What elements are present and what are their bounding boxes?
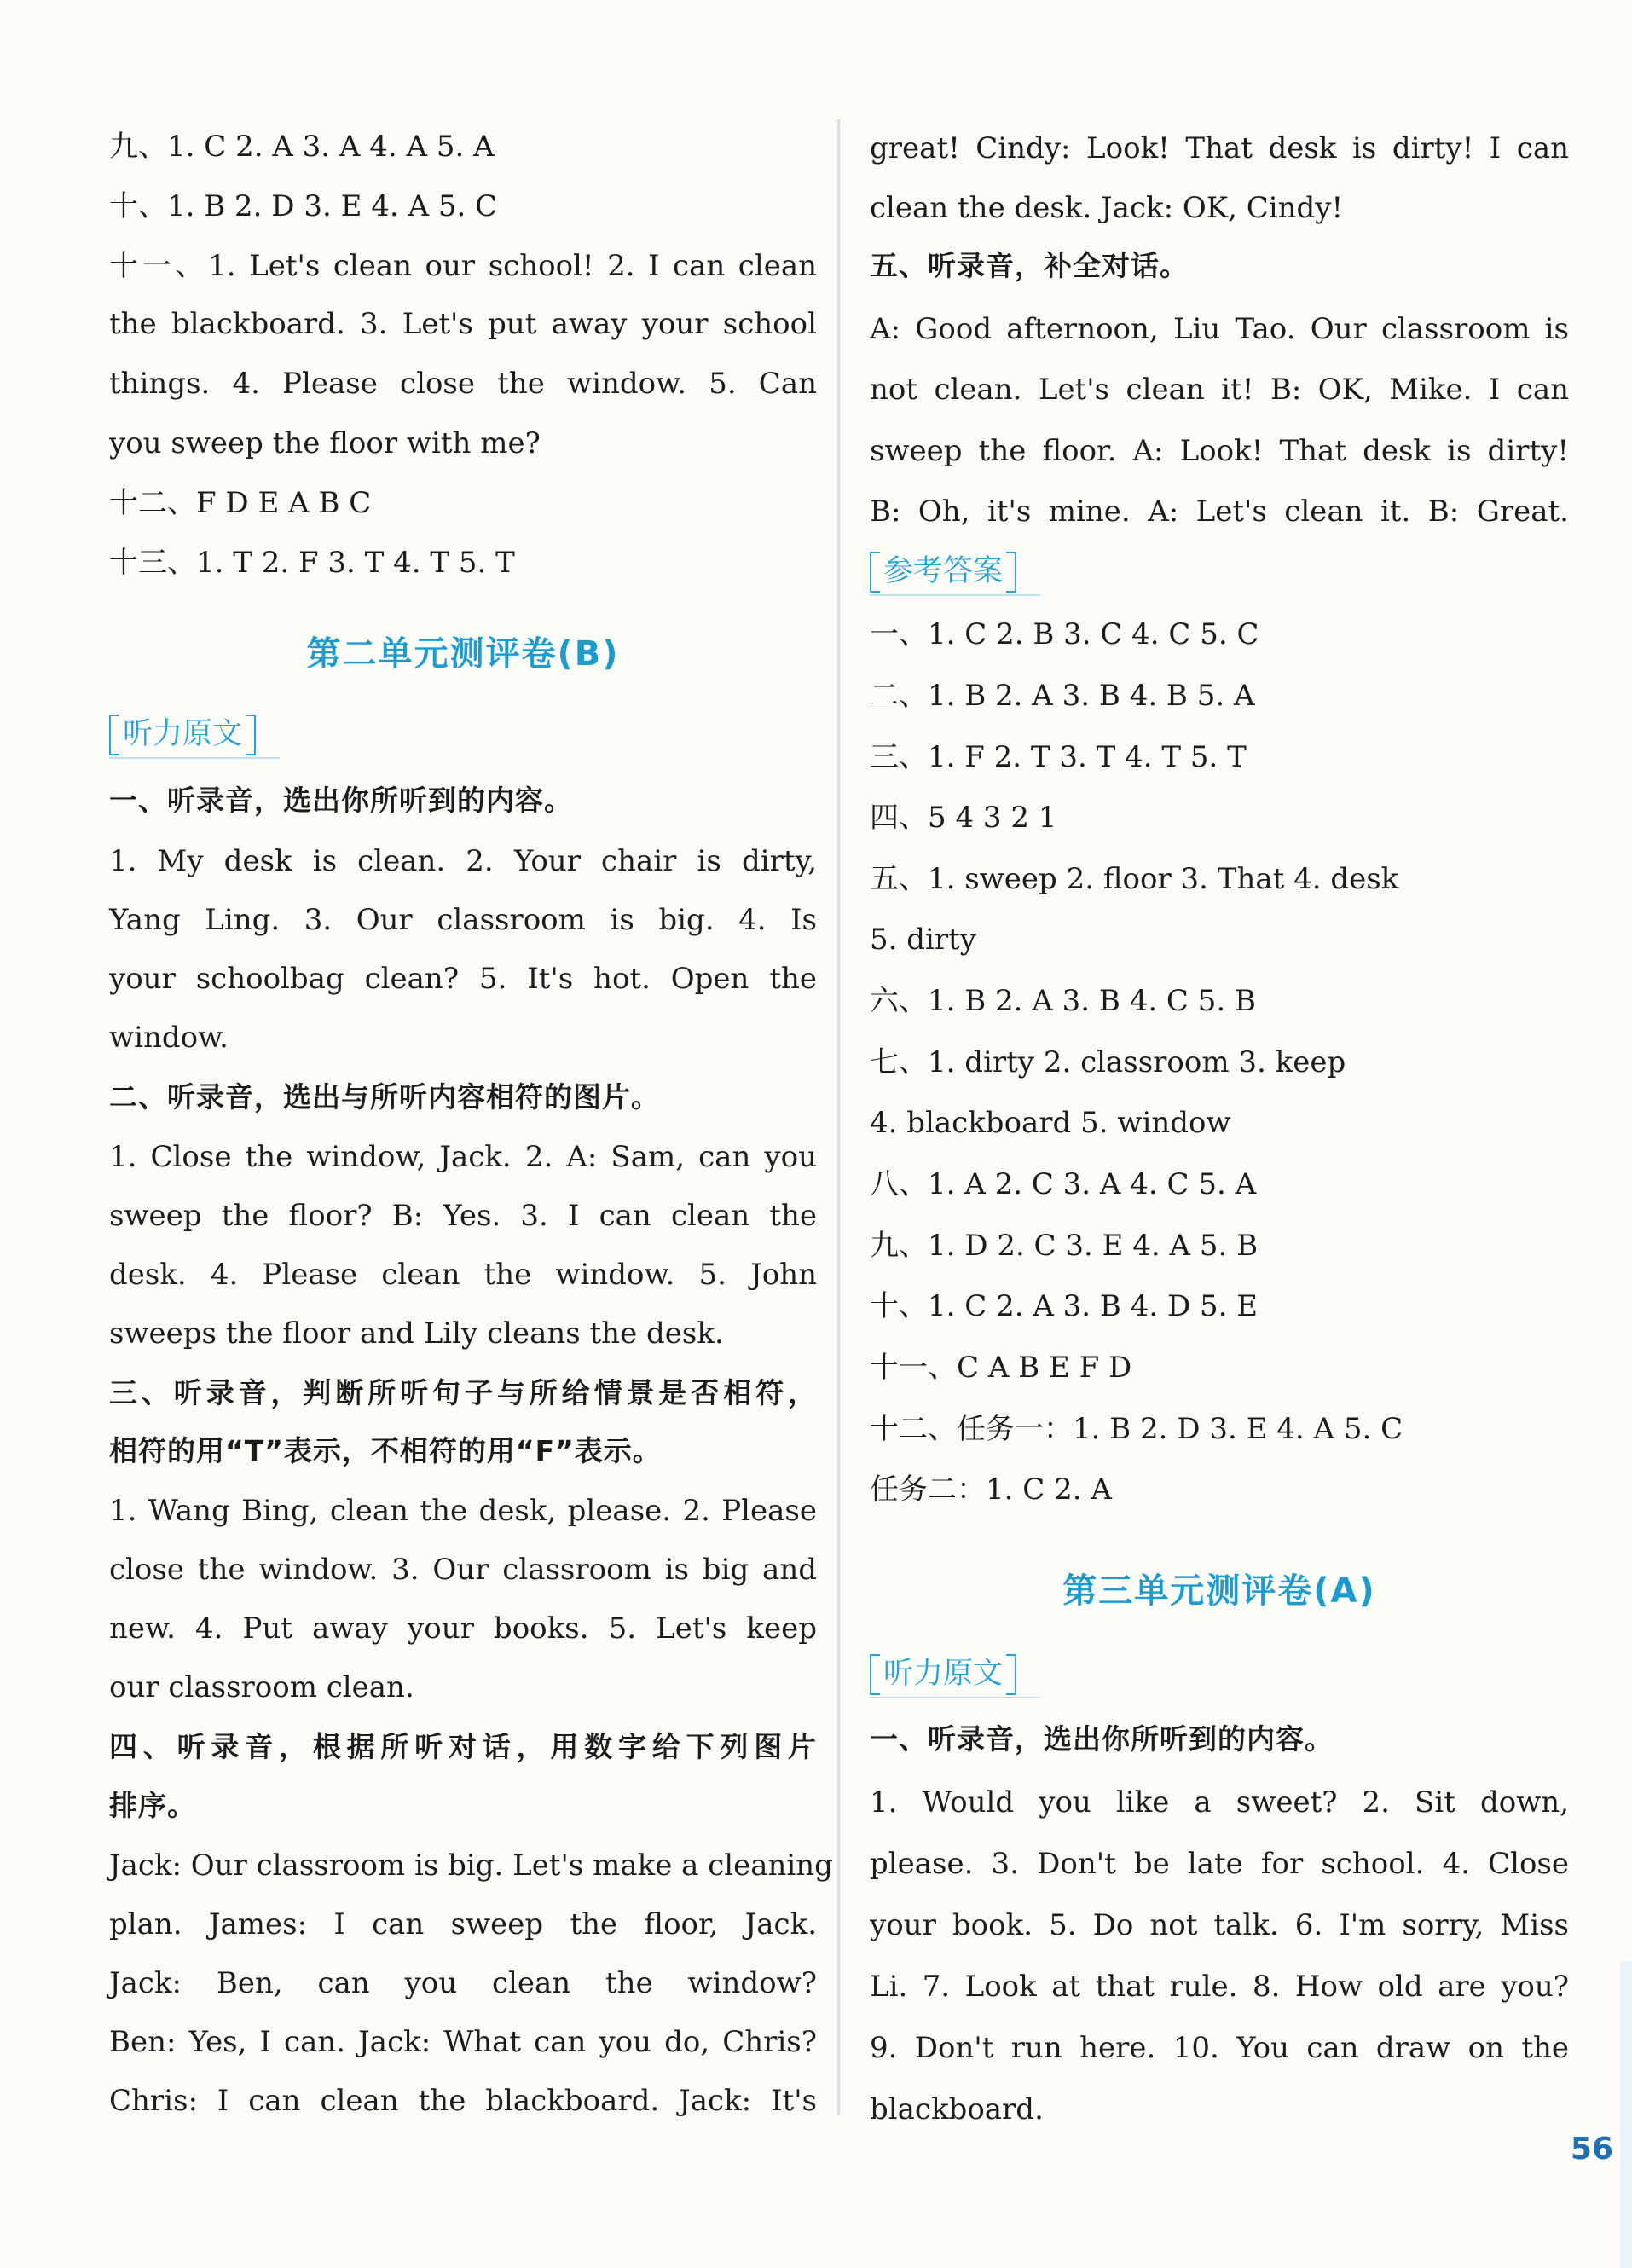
answer-line: you sweep the floor with me? [109,426,541,460]
text-line: close the window. 3. Our classroom is big and [109,1553,817,1587]
page-edge-band [1620,1961,1632,2268]
answer-line: 四、5 4 3 2 1 [870,801,1057,835]
answer-line: 十、1. C 2. A 3. B 4. D 5. E [870,1289,1259,1323]
dialogue-line: sweep the floor. A: Look! That desk is dirty! [870,434,1569,468]
question-header: 三、听录音，判断所听句子与所给情景是否相符， [109,1376,817,1409]
tag-underline [870,1697,1040,1698]
dialogue-line: plan. James: I can sweep the floor, Jack. [109,1907,817,1941]
answer-line: 七、1. dirty 2. classroom 3. keep [870,1045,1346,1079]
answer-line: 十、1. B 2. D 3. E 4. A 5. C [109,189,498,223]
column-divider [837,119,840,2115]
answer-line: 九、1. C 2. A 3. A 4. A 5. A [109,130,495,164]
text-line: 1. My desk is clean. 2. Your chair is dirty, [109,844,817,878]
text-line: 1. Wang Bing, clean the desk, please. 2. Please [109,1494,817,1528]
tag-underline [109,757,280,759]
answer-line: 五、1. sweep 2. floor 3. That 4. desk [870,862,1399,896]
question-header: 二、听录音，选出与所听内容相符的图片。 [109,1080,660,1114]
answer-line: 十二、F D E A B C [109,486,372,520]
text-line: new. 4. Put away your books. 5. Let's keep [109,1611,817,1646]
dialogue-line: Jack: Our classroom is big. Let's make a cleaning [109,1849,833,1883]
bracket-right [1006,1654,1016,1695]
text-line: Li. 7. Look at that rule. 8. How old are you? [870,1970,1569,2004]
answer-line: things. 4. Please close the window. 5. Can [109,367,817,401]
text-line: 9. Don't run here. 10. You can draw on the [870,2031,1569,2065]
text-line: blackboard. [870,2092,1044,2126]
answer-line: 八、1. A 2. C 3. A 4. C 5. A [870,1167,1257,1201]
section-title: 第三单元测评卷(A) [1062,1571,1376,1611]
answer-line: 九、1. D 2. C 3. E 4. A 5. B [870,1229,1259,1263]
tag-label: 听力原文 [883,1657,1004,1691]
dialogue-line: clean the desk. Jack: OK, Cindy! [870,191,1344,225]
page-number: 56 [1570,2132,1613,2167]
bracket-right [1006,552,1016,593]
dialogue-line: Jack: Ben, can you clean the window? [109,1966,817,2000]
dialogue-line: Ben: Yes, I can. Jack: What can you do, Chris? [109,2025,817,2059]
tag-underline [870,594,1040,596]
tag-label: 听力原文 [123,717,243,751]
answer-line: 十一、1. Let's clean our school! 2. I can clean [109,249,817,283]
text-line: desk. 4. Please clean the window. 5. John [109,1258,817,1292]
answer-line: 任务二：1. C 2. A [870,1472,1112,1507]
tag-label: 参考答案 [883,554,1004,588]
bracket-left [870,552,880,593]
question-header: 一、听录音，选出你所听到的内容。 [109,784,573,817]
question-header: 一、听录音，选出你所听到的内容。 [870,1722,1334,1756]
dialogue-line: Chris: I can clean the blackboard. Jack: It's [109,2084,817,2118]
tag-listening-text [870,1654,1016,1695]
answer-line: 十一、C A B E F D [870,1351,1132,1385]
dialogue-line: great! Cindy: Look! That desk is dirty! I can [870,131,1569,165]
text-line: Yang Ling. 3. Our classroom is big. 4. Is [109,903,817,937]
answer-line: 十二、任务一：1. B 2. D 3. E 4. A 5. C [870,1412,1403,1446]
answer-line: 5. dirty [870,923,977,957]
answer-line: 一、1. C 2. B 3. C 4. C 5. C [870,617,1259,651]
dialogue-line: not clean. Let's clean it! B: OK, Mike. I can [870,373,1569,407]
bracket-left [109,715,119,755]
question-header: 四、听录音，根据所听对话，用数字给下列图片 [109,1730,817,1763]
answer-line: 六、1. B 2. A 3. B 4. C 5. B [870,984,1256,1018]
dialogue-line: A: Good afternoon, Liu Tao. Our classroom is [870,312,1569,346]
bracket-right [246,715,256,755]
question-header: 五、听录音，补全对话。 [870,249,1189,282]
dialogue-line: B: Oh, it's mine. A: Let's clean it. B: Great. [870,495,1569,529]
text-line: 1. Would you like a sweet? 2. Sit down, [870,1785,1569,1820]
tag-listening-text [109,715,256,755]
text-line: your schoolbag clean? 5. It's hot. Open the [109,962,817,996]
bracket-left [870,1654,880,1695]
answer-line: 二、1. B 2. A 3. B 4. B 5. A [870,679,1255,713]
text-line: our classroom clean. [109,1670,414,1704]
question-header: 排序。 [109,1789,196,1822]
text-line: window. [109,1021,229,1055]
text-line: please. 3. Don't be late for school. 4. Close [870,1847,1569,1881]
answer-line: 三、1. F 2. T 3. T 4. T 5. T [870,740,1247,774]
answer-line: the blackboard. 3. Let's put away your school [109,307,817,341]
answer-line: 十三、1. T 2. F 3. T 4. T 5. T [109,546,515,580]
text-line: 1. Close the window, Jack. 2. A: Sam, can you [109,1140,817,1174]
section-title: 第二单元测评卷(B) [306,634,620,674]
text-line: your book. 5. Do not talk. 6. I'm sorry, Miss [870,1908,1569,1942]
text-line: sweeps the floor and Lily cleans the desk. [109,1316,724,1351]
question-header: 相符的用“T”表示，不相符的用“F”表示。 [109,1434,662,1467]
tag-answer-key [870,552,1016,593]
answer-line: 4. blackboard 5. window [870,1106,1231,1140]
text-line: sweep the floor? B: Yes. 3. I can clean the [109,1199,817,1233]
